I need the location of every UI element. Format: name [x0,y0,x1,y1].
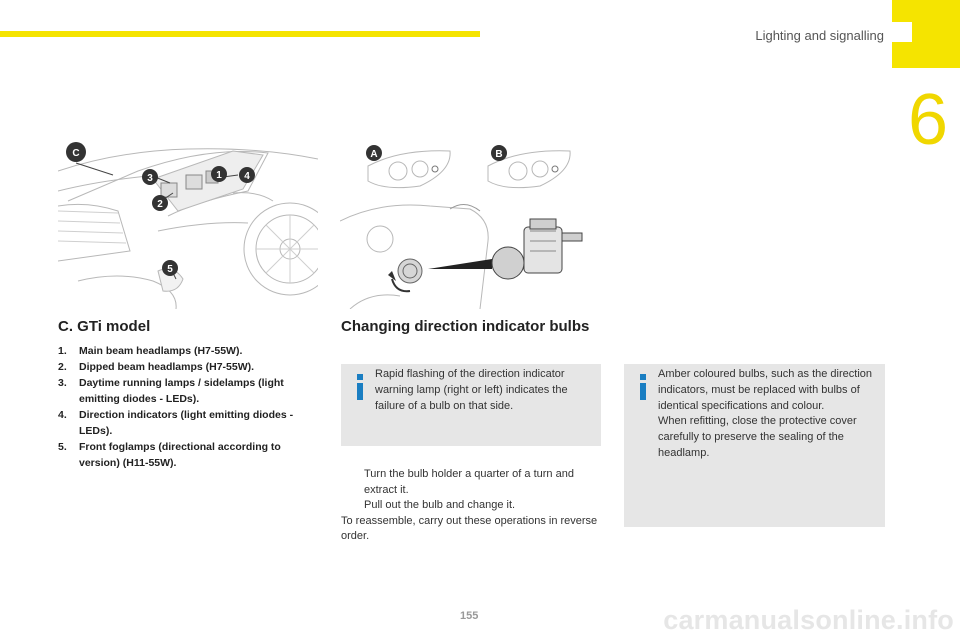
indicator-bulb-diagram [340,131,598,309]
info-icon [635,372,651,402]
list-item: 3. Daytime running lamps / sidelamps (light emitting diodes - LEDs). [58,377,284,405]
info-box-rapid-flashing [341,364,601,446]
label-b: B [495,149,503,160]
label-c: C [72,148,80,159]
gti-headlamp-diagram [58,131,318,309]
list-item: 1. Main beam headlamps (H7-55W). [58,345,243,357]
label-3: 3 [147,173,153,184]
chapter-tab [892,0,960,68]
watermark: carmanualsonline.info [663,605,954,635]
list-item: 2. Dipped beam headlamps (H7-55W). [58,361,255,373]
label-5: 5 [167,264,173,275]
label-1: 1 [216,170,222,181]
label-4: 4 [244,171,250,182]
label-2: 2 [157,199,163,210]
info-text: Amber coloured bulbs, such as the direction indicators, must be replaced with bulbs of identical specifications and colour. When refitting, close the protective cover carefully to preserve the sealing of the headlamp. [658,368,873,459]
changing-bulbs-heading: Changing direction indicator bulbs [341,318,590,335]
list-item: 4. Direction indicators (light emitting diodes - LEDs). [58,409,294,437]
gti-model-heading: C. GTi model [58,318,151,335]
header-accent-bar [0,31,480,37]
chapter-number: 6 [907,80,948,160]
replacement-steps [341,467,603,545]
label-a: A [370,149,378,160]
list-item: 5. Front foglamps (directional according to version) (H11-55W). [58,441,281,469]
reassemble-text: To reassemble, carry out these operations in reverse order. [341,514,598,542]
section-header-title: Lighting and signalling [755,28,884,43]
info-text: Rapid flashing of the direction indicator warning lamp (right or left) indicates the failure of a bulb on that side. [375,368,568,412]
page-number: 155 [460,610,479,622]
info-box-amber-bulbs [624,364,885,527]
gti-bulb-list [58,343,318,471]
list-item: Turn the bulb holder a quarter of a turn and extract it. [364,468,574,496]
info-icon [352,372,368,402]
list-item: Pull out the bulb and change it. [364,499,516,511]
